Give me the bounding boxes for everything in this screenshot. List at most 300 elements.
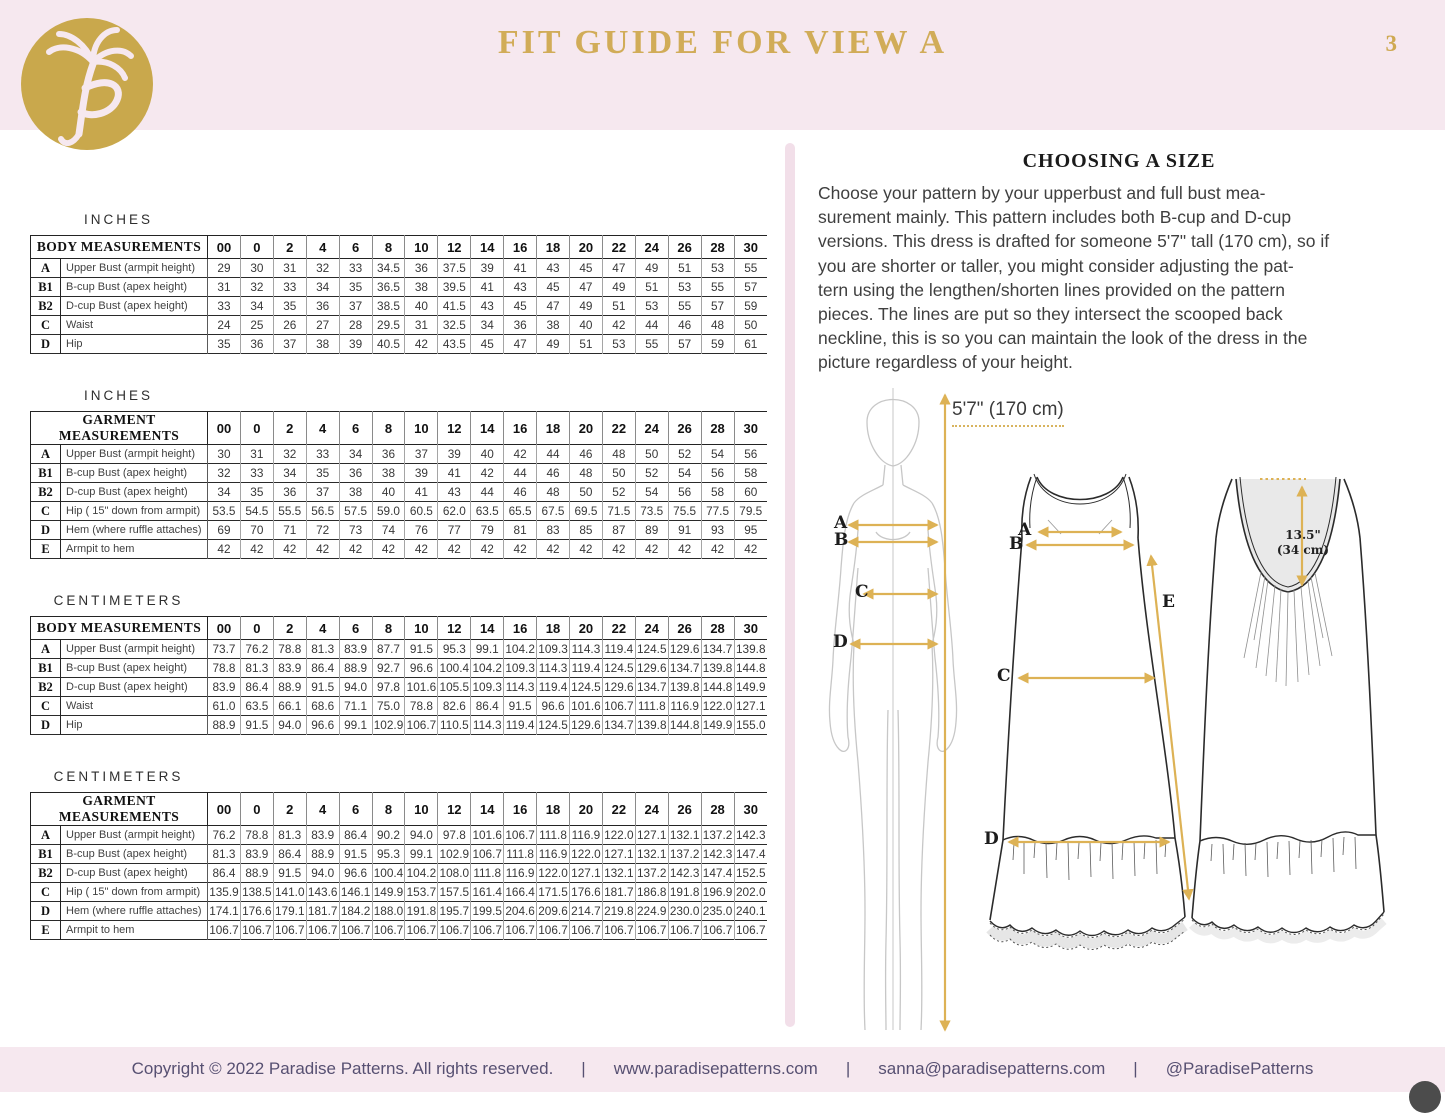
measurement-value: 91 bbox=[668, 521, 701, 540]
paragraph-line: pieces. The lines are put so they intersect the scooped back bbox=[818, 304, 1283, 325]
size-column-header: 14 bbox=[471, 236, 504, 259]
row-key: C bbox=[31, 883, 61, 902]
measurement-value: 40.5 bbox=[372, 335, 405, 354]
measurement-value: 69.5 bbox=[569, 502, 602, 521]
measurement-value: 68.6 bbox=[306, 697, 339, 716]
unit-label: CENTIMETERS bbox=[53, 769, 184, 784]
measurement-value: 35 bbox=[240, 483, 273, 502]
measurement-value: 50 bbox=[602, 464, 635, 483]
measurement-value: 41 bbox=[504, 259, 537, 278]
measurement-value: 132.1 bbox=[668, 826, 701, 845]
measurement-value: 54 bbox=[701, 445, 734, 464]
size-column-header: 0 bbox=[240, 617, 273, 640]
measurement-value: 28 bbox=[339, 316, 372, 335]
table-cm-body bbox=[30, 616, 767, 735]
measurement-value: 72 bbox=[306, 521, 339, 540]
measurement-value: 100.4 bbox=[372, 864, 405, 883]
measurement-value: 71.5 bbox=[602, 502, 635, 521]
measurement-value: 176.6 bbox=[240, 902, 273, 921]
measurement-value: 92.7 bbox=[372, 659, 405, 678]
measurement-value: 58 bbox=[701, 483, 734, 502]
measurement-value: 73.5 bbox=[635, 502, 668, 521]
measurement-value: 147.4 bbox=[701, 864, 734, 883]
measurement-value: 49 bbox=[635, 259, 668, 278]
unit-label: CENTIMETERS bbox=[53, 593, 184, 608]
measurement-value: 42 bbox=[306, 540, 339, 559]
measurement-value: 106.7 bbox=[372, 921, 405, 940]
measurement-row bbox=[31, 540, 768, 559]
paradise-patterns-logo-icon bbox=[21, 18, 153, 150]
measurement-value: 47 bbox=[602, 259, 635, 278]
measurement-value: 48 bbox=[602, 445, 635, 464]
measurement-value: 116.9 bbox=[569, 826, 602, 845]
measurement-value: 26 bbox=[273, 316, 306, 335]
row-key: D bbox=[31, 902, 61, 921]
measurement-value: 142.3 bbox=[735, 828, 766, 842]
measurement-value: 135.9 bbox=[208, 883, 241, 902]
measurement-value: 61 bbox=[744, 337, 758, 351]
row-label: Upper Bust (armpit height) bbox=[61, 640, 208, 659]
size-column-header: 2 bbox=[273, 236, 306, 259]
row-key: E bbox=[31, 921, 61, 940]
table-section-inches-garment bbox=[30, 388, 767, 559]
measurement-value: 114.3 bbox=[504, 678, 537, 697]
back-neck-depth-cm: (34 cm) bbox=[1276, 543, 1330, 557]
measurement-value: 47 bbox=[504, 335, 537, 354]
measurement-value: 55 bbox=[744, 261, 758, 275]
measurement-value: 134.7 bbox=[701, 640, 734, 659]
measurement-value: 146.1 bbox=[339, 883, 372, 902]
measurement-value: 106.7 bbox=[635, 921, 668, 940]
measurement-value: 42 bbox=[602, 540, 635, 559]
size-column-header: 24 bbox=[635, 412, 668, 445]
measurement-value: 95 bbox=[744, 523, 758, 537]
measurement-value: 42 bbox=[438, 540, 471, 559]
row-label: B-cup Bust (apex height) bbox=[61, 464, 208, 483]
measurement-value: 86.4 bbox=[339, 826, 372, 845]
measurement-value: 29.5 bbox=[372, 316, 405, 335]
measurement-value: 29 bbox=[208, 259, 241, 278]
measurement-value: 129.6 bbox=[569, 716, 602, 735]
measurement-value: 34 bbox=[471, 316, 504, 335]
size-column-header: 14 bbox=[471, 617, 504, 640]
size-column-header: 22 bbox=[602, 412, 635, 445]
measurement-value: 91.5 bbox=[273, 864, 306, 883]
size-column-header: 20 bbox=[569, 793, 602, 826]
size-column-header: 20 bbox=[569, 236, 602, 259]
measurement-value: 106.7 bbox=[339, 921, 372, 940]
measurement-value: 42 bbox=[273, 540, 306, 559]
measurement-value: 31 bbox=[208, 278, 241, 297]
measurement-value: 78.8 bbox=[405, 697, 438, 716]
measurement-value: 61.0 bbox=[208, 697, 241, 716]
measurement-value: 102.9 bbox=[372, 716, 405, 735]
size-column-header: 16 bbox=[504, 793, 537, 826]
measurement-value: 37.5 bbox=[438, 259, 471, 278]
measurement-value: 31 bbox=[405, 316, 438, 335]
measurement-value: 54.5 bbox=[240, 502, 273, 521]
measurement-value: 45 bbox=[537, 278, 570, 297]
row-label: Armpit to hem bbox=[61, 921, 208, 940]
body-measurement-arrows bbox=[849, 395, 945, 1030]
measurement-value: 124.5 bbox=[602, 659, 635, 678]
measurement-value: 142.3 bbox=[701, 845, 734, 864]
table-section-cm-body bbox=[30, 593, 767, 735]
measurement-value: 139.8 bbox=[635, 716, 668, 735]
size-column-header: 26 bbox=[668, 412, 701, 445]
measurement-value: 56 bbox=[668, 483, 701, 502]
measurement-value: 43.5 bbox=[438, 335, 471, 354]
measurement-value: 88.9 bbox=[339, 659, 372, 678]
measurement-value: 44 bbox=[471, 483, 504, 502]
measurement-value: 144.8 bbox=[735, 661, 766, 675]
measurement-value: 54 bbox=[668, 464, 701, 483]
row-key: C bbox=[31, 502, 61, 521]
measurement-value: 81.3 bbox=[306, 640, 339, 659]
body-arrow-label-a: A bbox=[834, 513, 848, 533]
measurement-value: 41 bbox=[405, 483, 438, 502]
measurement-value: 38 bbox=[537, 316, 570, 335]
measurement-value: 83.9 bbox=[240, 845, 273, 864]
measurement-value: 176.6 bbox=[569, 883, 602, 902]
measurement-row bbox=[31, 483, 768, 502]
size-column-header: 6 bbox=[339, 617, 372, 640]
size-column-header: 8 bbox=[372, 236, 405, 259]
measurement-value: 33 bbox=[339, 259, 372, 278]
size-column-header: 18 bbox=[537, 412, 570, 445]
size-column-header: 10 bbox=[405, 412, 438, 445]
row-label: Armpit to hem bbox=[61, 540, 208, 559]
measurement-value: 76 bbox=[405, 521, 438, 540]
measurement-value: 86.4 bbox=[208, 864, 241, 883]
measurement-value: 53 bbox=[635, 297, 668, 316]
table-title: BODY MEASUREMENTS bbox=[31, 617, 208, 640]
measurement-value: 59 bbox=[744, 299, 758, 313]
measurement-value: 32.5 bbox=[438, 316, 471, 335]
measurement-value: 41.5 bbox=[438, 297, 471, 316]
measurement-value: 134.7 bbox=[635, 678, 668, 697]
row-label: D-cup Bust (apex height) bbox=[61, 297, 208, 316]
measurement-value: 42 bbox=[339, 540, 372, 559]
table-title: GARMENT MEASUREMENTS bbox=[31, 793, 208, 826]
measurement-value: 41 bbox=[438, 464, 471, 483]
measurement-value: 51 bbox=[668, 259, 701, 278]
size-column-header: 16 bbox=[504, 412, 537, 445]
floating-action-button[interactable] bbox=[1409, 1081, 1441, 1113]
measurement-value: 104.2 bbox=[504, 640, 537, 659]
measurement-value: 59.0 bbox=[372, 502, 405, 521]
measurement-value: 57.5 bbox=[339, 502, 372, 521]
size-column-header: 28 bbox=[701, 793, 734, 826]
measurement-value: 42 bbox=[471, 540, 504, 559]
measurement-value: 46 bbox=[504, 483, 537, 502]
measurement-value: 42 bbox=[701, 540, 734, 559]
measurement-value: 114.3 bbox=[569, 640, 602, 659]
measurement-value: 143.6 bbox=[306, 883, 339, 902]
row-key: B2 bbox=[31, 297, 61, 316]
measurement-row bbox=[31, 259, 768, 278]
header-bar bbox=[0, 0, 1445, 130]
measurement-value: 87.7 bbox=[372, 640, 405, 659]
measurement-value: 88.9 bbox=[306, 845, 339, 864]
measurement-value: 56 bbox=[744, 447, 758, 461]
measurement-value: 76.2 bbox=[208, 826, 241, 845]
measurement-value: 124.5 bbox=[635, 640, 668, 659]
table-header-row bbox=[31, 617, 768, 640]
measurement-value: 39 bbox=[438, 445, 471, 464]
size-column-header: 30 bbox=[743, 420, 758, 436]
row-key: C bbox=[31, 697, 61, 716]
table-section-cm-garment bbox=[30, 769, 767, 940]
footer-separator: | bbox=[845, 1059, 851, 1078]
row-label: B-cup Bust (apex height) bbox=[61, 659, 208, 678]
table-cm-garment bbox=[30, 792, 767, 940]
measurement-value: 204.6 bbox=[504, 902, 537, 921]
measurement-value: 55 bbox=[635, 335, 668, 354]
size-column-header: 8 bbox=[372, 412, 405, 445]
measurement-value: 114.3 bbox=[471, 716, 504, 735]
measurement-value: 69 bbox=[208, 521, 241, 540]
size-column-header: 24 bbox=[635, 617, 668, 640]
measurement-value: 30 bbox=[240, 259, 273, 278]
measurement-value: 108.0 bbox=[438, 864, 471, 883]
measurement-value: 53 bbox=[668, 278, 701, 297]
measurement-value: 99.1 bbox=[405, 845, 438, 864]
measurement-value: 186.8 bbox=[635, 883, 668, 902]
table-section-inches-body bbox=[30, 212, 767, 354]
social-handle-link[interactable]: @ParadisePatterns bbox=[1165, 1059, 1314, 1078]
measurement-value: 44 bbox=[537, 445, 570, 464]
measurement-value: 77 bbox=[438, 521, 471, 540]
measurement-value: 184.2 bbox=[339, 902, 372, 921]
size-column-header: 10 bbox=[405, 236, 438, 259]
body-arrow-label-c: C bbox=[855, 582, 869, 602]
measurement-value: 88.9 bbox=[208, 716, 241, 735]
measurement-value: 139.8 bbox=[735, 642, 766, 656]
measurement-value: 71.1 bbox=[339, 697, 372, 716]
measurement-value: 134.7 bbox=[668, 659, 701, 678]
measurement-value: 79 bbox=[471, 521, 504, 540]
measurement-value: 73 bbox=[339, 521, 372, 540]
size-column-header: 4 bbox=[306, 412, 339, 445]
measurement-value: 90.2 bbox=[372, 826, 405, 845]
footer-text bbox=[0, 1059, 1445, 1079]
measurement-value: 96.6 bbox=[405, 659, 438, 678]
measurement-value: 109.3 bbox=[504, 659, 537, 678]
measurement-value: 60 bbox=[744, 485, 758, 499]
measurement-value: 106.7 bbox=[569, 921, 602, 940]
garment-arrow-label-c: C bbox=[997, 666, 1011, 686]
measurement-value: 181.7 bbox=[306, 902, 339, 921]
measurement-value: 36 bbox=[339, 464, 372, 483]
measurement-value: 129.6 bbox=[602, 678, 635, 697]
footer-bar bbox=[0, 1047, 1445, 1092]
size-column-header: 22 bbox=[602, 236, 635, 259]
size-column-header: 2 bbox=[273, 617, 306, 640]
measurement-value: 75.5 bbox=[668, 502, 701, 521]
size-column-header: 10 bbox=[405, 617, 438, 640]
size-column-header: 8 bbox=[372, 617, 405, 640]
measurement-value: 161.4 bbox=[471, 883, 504, 902]
back-neck-depth-inches: 13.5" bbox=[1285, 528, 1321, 542]
row-key: B1 bbox=[31, 464, 61, 483]
measurement-row bbox=[31, 335, 768, 354]
row-key: A bbox=[31, 445, 61, 464]
measurement-value: 42 bbox=[537, 540, 570, 559]
measurement-value: 70 bbox=[240, 521, 273, 540]
size-column-header: 0 bbox=[240, 793, 273, 826]
size-column-header: 00 bbox=[208, 236, 241, 259]
measurement-value: 43 bbox=[438, 483, 471, 502]
measurement-value: 171.5 bbox=[537, 883, 570, 902]
size-column-header: 2 bbox=[273, 793, 306, 826]
measurement-value: 99.1 bbox=[339, 716, 372, 735]
measurement-value: 109.3 bbox=[471, 678, 504, 697]
measurement-value: 127.1 bbox=[635, 826, 668, 845]
measurement-value: 96.6 bbox=[537, 697, 570, 716]
measurement-value: 157.5 bbox=[438, 883, 471, 902]
measurement-value: 142.3 bbox=[668, 864, 701, 883]
measurement-value: 95.3 bbox=[372, 845, 405, 864]
measurement-value: 42 bbox=[405, 335, 438, 354]
size-column-header: 6 bbox=[339, 412, 372, 445]
measurement-value: 46 bbox=[668, 316, 701, 335]
measurement-value: 109.3 bbox=[537, 640, 570, 659]
paragraph-line: tern using the lengthen/shorten lines provided on the pattern bbox=[818, 279, 1285, 300]
measurement-value: 47 bbox=[569, 278, 602, 297]
measurement-value: 56.5 bbox=[306, 502, 339, 521]
measurement-value: 93 bbox=[701, 521, 734, 540]
garment-arrow-label-a: A bbox=[1018, 520, 1032, 540]
measurement-value: 139.8 bbox=[701, 659, 734, 678]
size-column-header: 16 bbox=[504, 236, 537, 259]
measurement-value: 40 bbox=[372, 483, 405, 502]
measurement-value: 195.7 bbox=[438, 902, 471, 921]
measurement-value: 240.1 bbox=[735, 904, 766, 918]
row-key: B2 bbox=[31, 678, 61, 697]
measurement-value: 219.8 bbox=[602, 902, 635, 921]
row-key: A bbox=[31, 640, 61, 659]
table-header-row bbox=[31, 236, 768, 259]
measurement-value: 34.5 bbox=[372, 259, 405, 278]
measurement-value: 199.5 bbox=[471, 902, 504, 921]
body-arrow-label-d: D bbox=[833, 632, 848, 652]
measurement-value: 86.4 bbox=[471, 697, 504, 716]
measurement-value: 124.5 bbox=[537, 716, 570, 735]
garment-measurement-arrows bbox=[1009, 532, 1189, 899]
measurement-value: 44 bbox=[635, 316, 668, 335]
measurement-value: 45 bbox=[504, 297, 537, 316]
measurement-value: 106.7 bbox=[602, 697, 635, 716]
paragraph-line: neckline, this is so you can maintain the look of the dress in the bbox=[818, 328, 1308, 349]
measurement-value: 55.5 bbox=[273, 502, 306, 521]
measurement-value: 91.5 bbox=[405, 640, 438, 659]
measurement-value: 149.9 bbox=[701, 716, 734, 735]
measurement-value: 86.4 bbox=[273, 845, 306, 864]
measurement-value: 40 bbox=[569, 316, 602, 335]
measurement-value: 73.7 bbox=[208, 640, 241, 659]
measurement-row bbox=[31, 640, 768, 659]
measurement-value: 106.7 bbox=[405, 921, 438, 940]
size-column-header: 12 bbox=[438, 793, 471, 826]
measurement-value: 139.8 bbox=[668, 678, 701, 697]
measurement-value: 58 bbox=[744, 466, 758, 480]
measurement-value: 102.9 bbox=[438, 845, 471, 864]
size-column-header: 24 bbox=[635, 793, 668, 826]
size-column-header: 30 bbox=[743, 801, 758, 817]
measurement-value: 52 bbox=[602, 483, 635, 502]
measurement-value: 106.7 bbox=[306, 921, 339, 940]
measurement-value: 116.9 bbox=[504, 864, 537, 883]
measurement-value: 96.6 bbox=[306, 716, 339, 735]
measurement-value: 137.2 bbox=[701, 826, 734, 845]
measurement-row bbox=[31, 716, 768, 735]
measurement-value: 38 bbox=[405, 278, 438, 297]
measurement-value: 78.8 bbox=[273, 640, 306, 659]
measurement-value: 39 bbox=[471, 259, 504, 278]
email-link[interactable]: sanna@paradisepatterns.com bbox=[878, 1059, 1106, 1078]
table-inches-body bbox=[30, 235, 767, 354]
measurement-value: 36 bbox=[405, 259, 438, 278]
size-column-header: 30 bbox=[743, 620, 758, 636]
measurement-value: 31 bbox=[240, 445, 273, 464]
measurement-value: 63.5 bbox=[240, 697, 273, 716]
measurement-value: 127.1 bbox=[602, 845, 635, 864]
measurement-value: 111.8 bbox=[471, 864, 504, 883]
measurement-value: 111.8 bbox=[504, 845, 537, 864]
measurement-value: 95.3 bbox=[438, 640, 471, 659]
measurement-value: 97.8 bbox=[438, 826, 471, 845]
measurement-value: 134.7 bbox=[602, 716, 635, 735]
row-label: Upper Bust (armpit height) bbox=[61, 259, 208, 278]
measurement-row bbox=[31, 826, 768, 845]
measurement-value: 166.4 bbox=[504, 883, 537, 902]
measurement-value: 42 bbox=[668, 540, 701, 559]
measurement-value: 99.1 bbox=[471, 640, 504, 659]
size-column-header: 00 bbox=[208, 617, 241, 640]
measurement-value: 33 bbox=[273, 278, 306, 297]
measurement-value: 106.7 bbox=[504, 921, 537, 940]
measurement-value: 224.9 bbox=[635, 902, 668, 921]
measurement-value: 42 bbox=[569, 540, 602, 559]
measurement-value: 65.5 bbox=[504, 502, 537, 521]
measurement-value: 48 bbox=[701, 316, 734, 335]
measurement-value: 34 bbox=[240, 297, 273, 316]
measurement-value: 24 bbox=[208, 316, 241, 335]
page-number: 3 bbox=[1385, 31, 1397, 56]
measurement-value: 53 bbox=[602, 335, 635, 354]
measurement-value: 41 bbox=[471, 278, 504, 297]
measurement-value: 152.5 bbox=[735, 866, 766, 880]
back-neck-depth-label bbox=[1262, 528, 1344, 558]
measurement-value: 122.0 bbox=[537, 864, 570, 883]
measurement-value: 91.5 bbox=[306, 678, 339, 697]
size-column-header: 6 bbox=[339, 236, 372, 259]
website-link[interactable]: www.paradisepatterns.com bbox=[613, 1059, 818, 1078]
row-label: Hem (where ruffle attaches) bbox=[61, 521, 208, 540]
size-column-header: 8 bbox=[372, 793, 405, 826]
measurement-value: 132.1 bbox=[602, 864, 635, 883]
measurement-value: 106.7 bbox=[602, 921, 635, 940]
measurement-value: 144.8 bbox=[668, 716, 701, 735]
measurement-value: 47 bbox=[537, 297, 570, 316]
measurement-value: 62.0 bbox=[438, 502, 471, 521]
row-label: B-cup Bust (apex height) bbox=[61, 278, 208, 297]
measurement-value: 59 bbox=[701, 335, 734, 354]
measurement-value: 31 bbox=[273, 259, 306, 278]
measurement-value: 101.6 bbox=[569, 697, 602, 716]
measurement-value: 34 bbox=[208, 483, 241, 502]
